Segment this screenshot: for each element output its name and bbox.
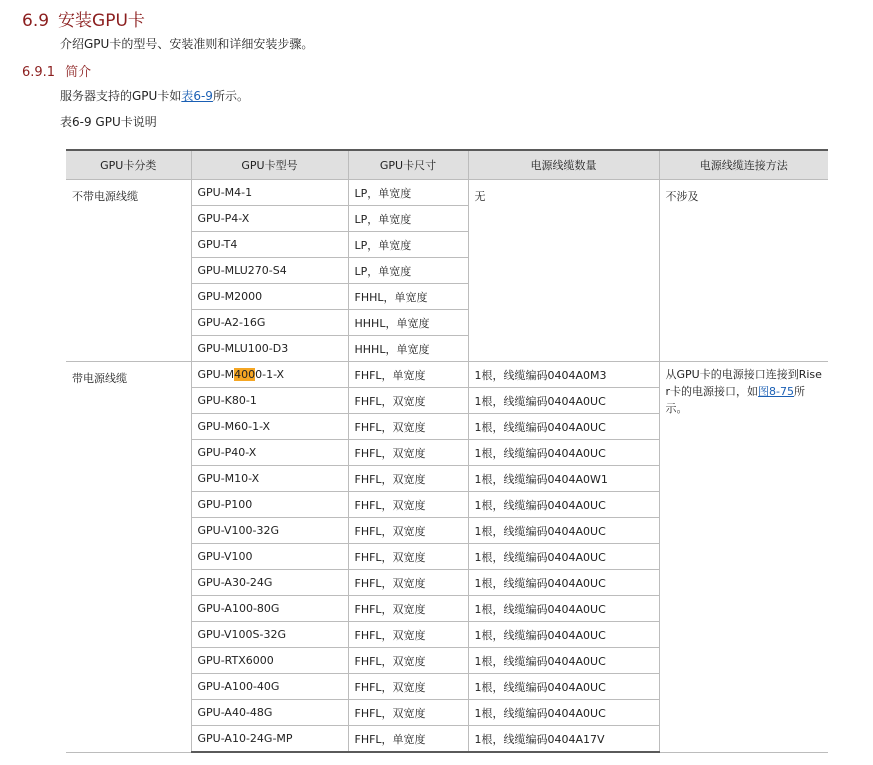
- model-cell: GPU-A40-48G: [191, 700, 348, 726]
- section-title-text: 安装GPU卡: [58, 11, 145, 31]
- header-cable-count: 电源线缆数量: [468, 150, 659, 180]
- model-cell: GPU-P4-X: [191, 206, 348, 232]
- cable-count-cell: 1根，线缆编码0404A0W1: [468, 466, 659, 492]
- model-cell: GPU-RTX6000: [191, 648, 348, 674]
- size-cell: FHFL，双宽度: [348, 700, 468, 726]
- table-body: [66, 180, 828, 753]
- cable-count-cell: 1根，线缆编码0404A0UC: [468, 674, 659, 700]
- size-cell: FHFL，双宽度: [348, 440, 468, 466]
- cable-count-cell: 1根，线缆编码0404A17V: [468, 726, 659, 753]
- size-cell: HHHL，单宽度: [348, 310, 468, 336]
- model-cell: GPU-A30-24G: [191, 570, 348, 596]
- cable-count-cell: 1根，线缆编码0404A0UC: [468, 596, 659, 622]
- model-cell: GPU-V100-32G: [191, 518, 348, 544]
- search-highlight: 400: [234, 368, 256, 381]
- category-cell: 带电源线缆: [66, 362, 191, 753]
- size-cell: LP，单宽度: [348, 206, 468, 232]
- model-text: 0-1-X: [255, 368, 285, 381]
- size-cell: FHFL，双宽度: [348, 596, 468, 622]
- table-caption: 表6-9 GPU卡说明: [60, 115, 157, 129]
- subsection-number: 6.9.1: [22, 65, 56, 80]
- model-cell: GPU-T4: [191, 232, 348, 258]
- gpu-card-table: [66, 149, 828, 753]
- model-cell: GPU-A100-80G: [191, 596, 348, 622]
- cable-count-cell: 1根，线缆编码0404A0M3: [468, 362, 659, 388]
- header-size: GPU卡尺寸: [348, 150, 468, 180]
- cable-count-cell: 1根，线缆编码0404A0UC: [468, 570, 659, 596]
- table-reference-link[interactable]: 表6-9: [181, 89, 213, 103]
- model-cell: GPU-A10-24G-MP: [191, 726, 348, 753]
- size-cell: FHFL，双宽度: [348, 466, 468, 492]
- category-cell: 不带电源线缆: [66, 180, 191, 362]
- size-cell: FHFL，双宽度: [348, 648, 468, 674]
- section-intro: 介绍GPU卡的型号、安装准则和详细安装步骤。: [60, 37, 314, 51]
- connection-cell: 不涉及: [659, 180, 828, 362]
- model-cell: GPU-P100: [191, 492, 348, 518]
- figure-reference-link[interactable]: 图8-75: [758, 385, 794, 398]
- size-cell: LP，单宽度: [348, 258, 468, 284]
- size-cell: LP，单宽度: [348, 180, 468, 206]
- cable-count-cell: 1根，线缆编码0404A0UC: [468, 414, 659, 440]
- subsection-title-text: 简介: [65, 65, 92, 80]
- header-model: GPU卡型号: [191, 150, 348, 180]
- size-cell: FHFL，双宽度: [348, 388, 468, 414]
- cable-count-cell: 1根，线缆编码0404A0UC: [468, 440, 659, 466]
- size-cell: HHHL，单宽度: [348, 336, 468, 362]
- model-cell: GPU-MLU100-D3: [191, 336, 348, 362]
- table-row: [66, 180, 828, 206]
- model-text: GPU-M: [197, 368, 235, 381]
- size-cell: FHFL，双宽度: [348, 492, 468, 518]
- size-cell: FHFL，单宽度: [348, 362, 468, 388]
- size-cell: FHFL，双宽度: [348, 674, 468, 700]
- paragraph-text-before: 服务器支持的GPU卡如: [60, 89, 182, 103]
- model-cell: [191, 362, 348, 388]
- size-cell: FHFL，双宽度: [348, 518, 468, 544]
- cable-count-cell: 1根，线缆编码0404A0UC: [468, 518, 659, 544]
- size-cell: FHFL，双宽度: [348, 544, 468, 570]
- connection-text-before: 从GPU卡的电源接口连接到Riser卡的电源接口，如: [665, 368, 822, 398]
- model-cell: GPU-V100: [191, 544, 348, 570]
- cable-count-cell: 无: [468, 180, 659, 362]
- model-cell: GPU-M60-1-X: [191, 414, 348, 440]
- size-cell: FHFL，双宽度: [348, 414, 468, 440]
- cable-count-cell: 1根，线缆编码0404A0UC: [468, 700, 659, 726]
- cable-count-cell: 1根，线缆编码0404A0UC: [468, 648, 659, 674]
- model-cell: GPU-M10-X: [191, 466, 348, 492]
- model-cell: GPU-K80-1: [191, 388, 348, 414]
- model-cell: GPU-M4-1: [191, 180, 348, 206]
- connection-text-after: 所示。: [665, 385, 805, 415]
- cable-count-cell: 1根，线缆编码0404A0UC: [468, 622, 659, 648]
- section-number: 6.9: [22, 11, 50, 31]
- size-cell: LP，单宽度: [348, 232, 468, 258]
- model-cell: GPU-V100S-32G: [191, 622, 348, 648]
- model-cell: GPU-P40-X: [191, 440, 348, 466]
- table-header-row: [66, 150, 828, 180]
- paragraph-text-after: 所示。: [212, 89, 249, 103]
- section-title: [22, 6, 145, 31]
- header-cable-connection: 电源线缆连接方法: [659, 150, 828, 180]
- size-cell: FHFL，双宽度: [348, 570, 468, 596]
- cable-count-cell: 1根，线缆编码0404A0UC: [468, 544, 659, 570]
- support-paragraph: [60, 87, 249, 104]
- model-cell: GPU-M2000: [191, 284, 348, 310]
- model-cell: GPU-A2-16G: [191, 310, 348, 336]
- cable-count-cell: 1根，线缆编码0404A0UC: [468, 388, 659, 414]
- model-cell: GPU-A100-40G: [191, 674, 348, 700]
- model-cell: GPU-MLU270-S4: [191, 258, 348, 284]
- size-cell: FHHL，单宽度: [348, 284, 468, 310]
- size-cell: FHFL，双宽度: [348, 622, 468, 648]
- header-category: GPU卡分类: [66, 150, 191, 180]
- cable-count-cell: 1根，线缆编码0404A0UC: [468, 492, 659, 518]
- size-cell: FHFL，单宽度: [348, 726, 468, 753]
- table-row: [66, 362, 828, 388]
- subsection-title: [22, 61, 91, 80]
- connection-cell: [659, 362, 828, 753]
